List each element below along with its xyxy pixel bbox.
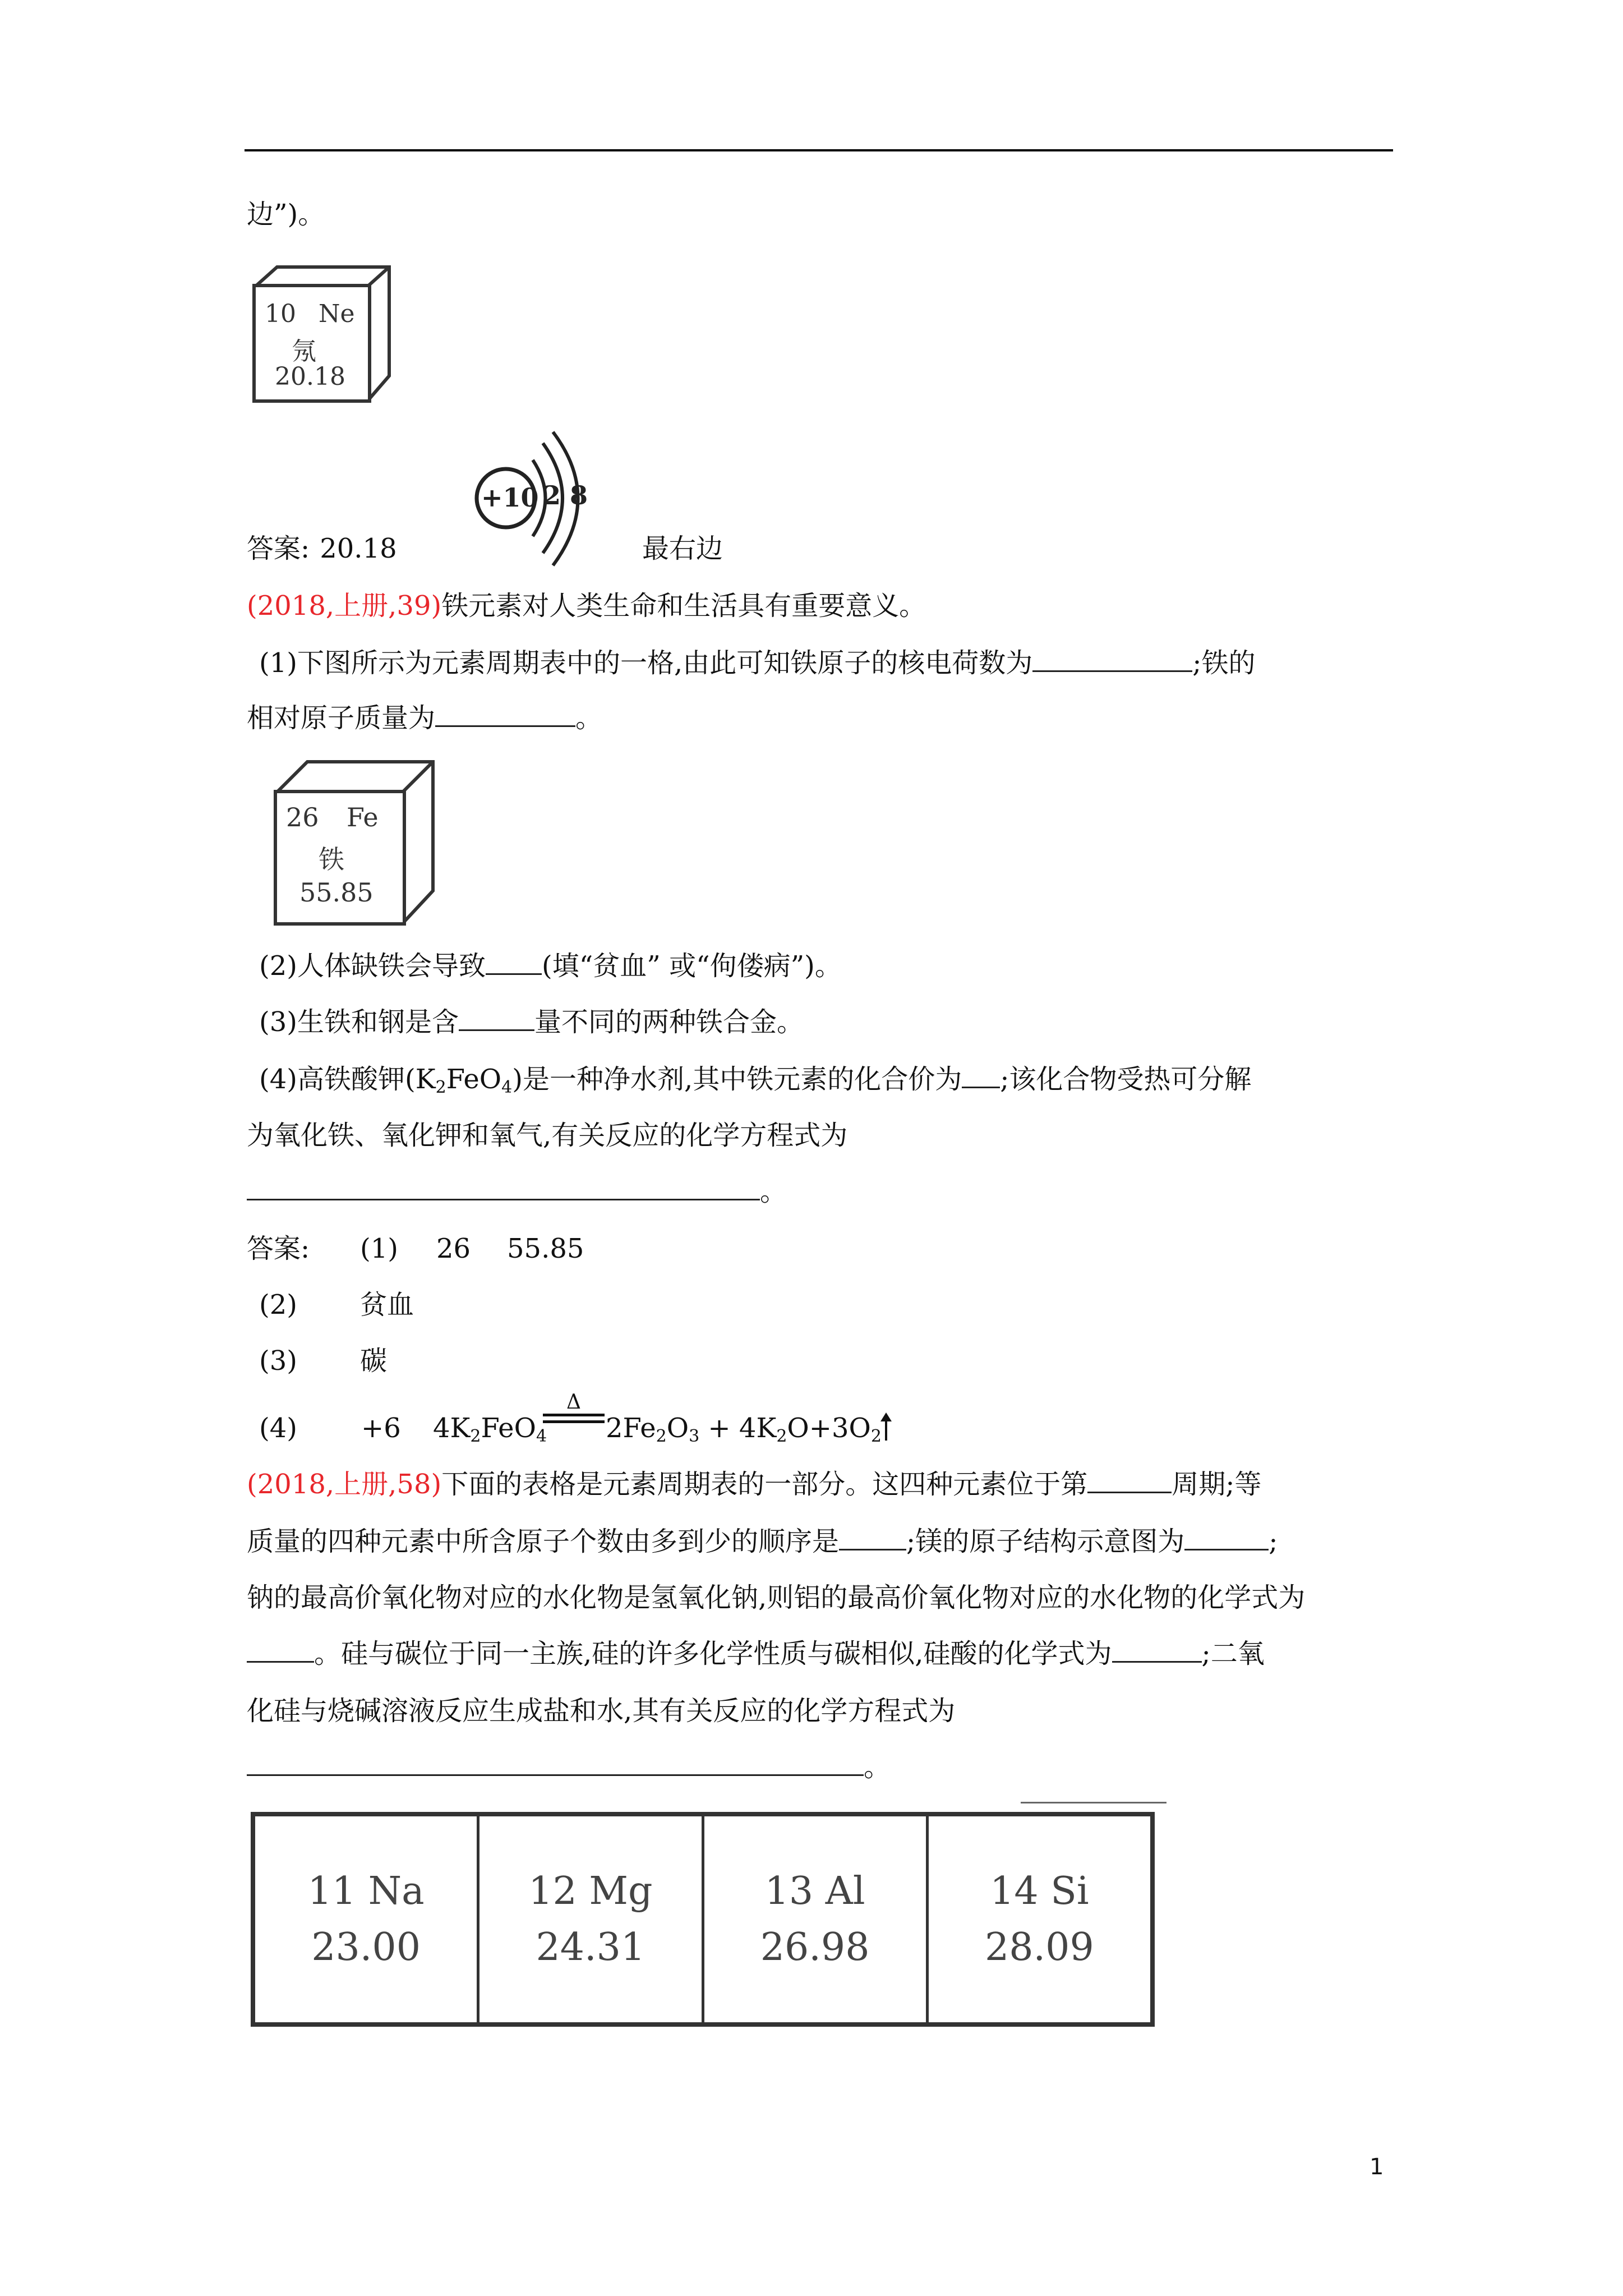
formula-part: 2Fe [606, 1412, 656, 1444]
answer-label: 答案: [247, 533, 310, 564]
q39-p4-text3: ;该化合物受热可分解 [1000, 1064, 1252, 1095]
subscript: 2 [870, 1427, 882, 1446]
subscript: 2 [470, 1427, 481, 1446]
formula-part: + 4K [699, 1412, 777, 1444]
q39-p1-text3: 相对原子质量为 [247, 702, 436, 734]
blank-atomic-mass[interactable] [435, 703, 575, 727]
subscript: 4 [501, 1078, 513, 1097]
q39-p4-end: 。 [760, 1176, 787, 1207]
shell-electrons: 2 8 [543, 480, 588, 510]
page-number: 1 [1370, 2154, 1384, 2180]
q39-p2-text: (2)人体缺铁会导致 [259, 950, 486, 982]
q58-line3: 钠的最高价氧化物对应的水化物是氢氧化钠,则铝的最高价氧化物对应的水化物的化学式为 [247, 1582, 1306, 1613]
element-mass: 24.31 [536, 1925, 645, 1970]
q39-p1-end: 。 [575, 702, 603, 734]
fe-mass: 55.85 [299, 877, 374, 908]
ans39-line1 [247, 1232, 584, 1266]
answer-value: 26 [436, 1233, 471, 1264]
blank-equation[interactable] [247, 1176, 760, 1200]
q39-part1-line2 [247, 701, 602, 735]
ne-answer-line [247, 532, 723, 565]
formula-part: FeO [481, 1412, 536, 1444]
subscript: 2 [776, 1427, 787, 1446]
ne-number: 10 [265, 300, 296, 328]
element-cell-na [255, 1816, 479, 2022]
answer-value: 碳 [360, 1345, 388, 1377]
blank-order[interactable] [839, 1526, 906, 1550]
blank-element[interactable] [459, 1007, 534, 1031]
q58-text: ; [1269, 1526, 1278, 1557]
q58-source: (2018,上册,58) [247, 1469, 442, 1500]
ans39-line2 [259, 1288, 414, 1322]
element-mass: 28.09 [985, 1925, 1094, 1970]
subscript: 2 [435, 1078, 446, 1097]
q58-line6 [247, 1750, 891, 1784]
ne-mass: 20.18 [275, 362, 345, 391]
formula-part: 4K [433, 1412, 471, 1444]
continuation-text: 边”)。 [247, 199, 325, 230]
answer-valence: +6 [361, 1412, 401, 1444]
element-cell-mg [479, 1816, 704, 2022]
ans39-line3 [259, 1344, 388, 1378]
q39-p4-formula: FeO [446, 1064, 502, 1095]
q39-p2-text2: (填“贫血” 或“佝偻病”)。 [542, 950, 842, 982]
q39-p4-text: (4)高铁酸钾(K [259, 1064, 436, 1095]
table-top-line [1021, 1802, 1166, 1803]
q39-p4-text2: )是一种净水剂,其中铁元素的化合价为 [512, 1064, 962, 1095]
answer-number: (4) [259, 1412, 297, 1444]
blank-sio2-equation[interactable] [247, 1752, 864, 1776]
q58-end: 。 [864, 1751, 891, 1783]
q58-line1 [247, 1467, 1261, 1501]
formula-part: O+3O [787, 1412, 871, 1444]
blank-al-hydroxide[interactable] [247, 1639, 314, 1663]
element-mass: 23.00 [311, 1925, 421, 1970]
fe-name: 铁 [319, 844, 344, 875]
answer-position: 最右边 [642, 533, 723, 564]
q39-part4-line3 [247, 1175, 787, 1208]
answer-number: (2) [259, 1289, 297, 1320]
fe-number: 26 [286, 802, 319, 832]
q39-part4-line2: 为氧化铁、氧化钾和氧气,有关反应的化学方程式为 [247, 1120, 848, 1151]
q39-p3-text: (3)生铁和钢是含 [259, 1006, 459, 1038]
element-symbol: 13 Al [764, 1869, 865, 1913]
answer-number: (3) [259, 1345, 297, 1377]
element-table [251, 1812, 1155, 2027]
element-symbol: 14 Si [990, 1869, 1089, 1913]
q58-text: 下面的表格是元素周期表的一部分。这四种元素位于第 [441, 1469, 1088, 1500]
answer-number: (1) [360, 1233, 398, 1264]
blank-deficiency[interactable] [486, 951, 542, 975]
q39-part1-line1 [259, 646, 1255, 680]
element-mass: 26.98 [760, 1925, 870, 1970]
element-cell-al [704, 1816, 929, 2022]
answer-value: 贫血 [360, 1289, 414, 1320]
subscript: 3 [689, 1427, 700, 1446]
q58-text: ;镁的原子结构示意图为 [906, 1526, 1185, 1557]
header-rule [245, 149, 1393, 151]
fe-element-cell [274, 758, 436, 927]
q58-text: 质量的四种元素中所含原子个数由多到少的顺序是 [247, 1526, 840, 1557]
reaction-reactant [433, 1411, 547, 1445]
q39-stem: 铁元素对人类生命和生活具有重要意义。 [441, 590, 926, 622]
heat-condition: Δ [566, 1391, 581, 1414]
q39-part4-line1 [259, 1062, 1251, 1096]
blank-silicic-acid[interactable] [1112, 1639, 1202, 1663]
element-symbol: 11 Na [307, 1869, 425, 1913]
q39-part3 [259, 1005, 804, 1039]
gas-arrow-icon [885, 1416, 887, 1441]
reaction-products [606, 1411, 887, 1445]
fe-symbol: Fe [347, 802, 379, 832]
q39-p1-text2: ;铁的 [1192, 647, 1256, 679]
ne-element-cell [252, 264, 393, 404]
element-cell-si [929, 1816, 1150, 2022]
q39-p3-text2: 量不同的两种铁合金。 [534, 1006, 804, 1038]
ne-symbol: Ne [319, 300, 355, 328]
q39-part2 [259, 949, 842, 983]
element-symbol: 12 Mg [528, 1869, 653, 1913]
q58-text: ;二氧 [1201, 1638, 1265, 1669]
q39-source: (2018,上册,39) [247, 590, 442, 622]
answer-value: 55.85 [507, 1233, 584, 1264]
q58-text: 周期;等 [1172, 1469, 1262, 1500]
subscript: 4 [536, 1427, 547, 1446]
ne-name: 氖 [292, 337, 316, 366]
answer-label: 答案: [247, 1233, 310, 1264]
blank-mg-structure[interactable] [1184, 1526, 1269, 1550]
q58-line2 [247, 1525, 1278, 1558]
blank-period[interactable] [1087, 1469, 1172, 1493]
answer-mass: 20.18 [320, 533, 397, 564]
nucleus-charge: +10 [481, 482, 539, 513]
blank-valence[interactable] [962, 1064, 1000, 1088]
blank-nuclear-charge[interactable] [1032, 648, 1192, 672]
subscript: 2 [656, 1427, 667, 1446]
ne-atom-structure-diagram [465, 426, 594, 572]
q58-text: 。硅与碳位于同一主族,硅的许多化学性质与碳相似,硅酸的化学式为 [314, 1638, 1112, 1669]
q39-title [247, 589, 926, 623]
q58-line4 [247, 1637, 1265, 1671]
q58-line5: 化硅与烧碱溶液反应生成盐和水,其有关反应的化学方程式为 [247, 1695, 956, 1727]
q39-p1-text: (1)下图所示为元素周期表中的一格,由此可知铁原子的核电荷数为 [259, 647, 1033, 679]
reaction-condition-arrow [543, 1392, 605, 1432]
formula-part: O [666, 1412, 689, 1444]
